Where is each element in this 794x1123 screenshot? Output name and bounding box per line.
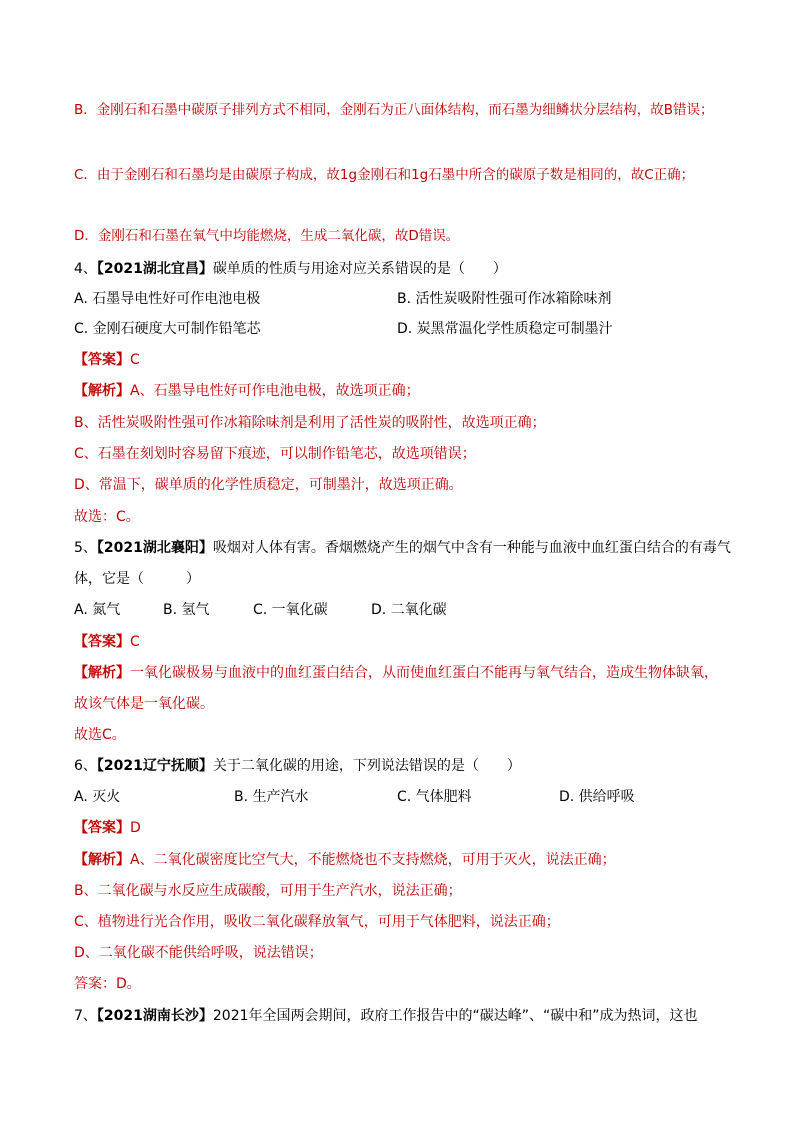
analysis-text: A、二氧化碳密度比空气大，不能燃烧也不支持燃烧，可用于灭火，说法正确；: [130, 852, 616, 868]
q6-option-d: D. 供给呼吸: [559, 789, 635, 805]
question-source: 【2021湖北襄阳】: [96, 540, 213, 556]
question-6-stem: [74, 756, 521, 776]
question-5-stem-cont: 体，它是（ ）: [74, 571, 200, 587]
q6-analysis-a: [74, 850, 616, 870]
question-text: 2021年全国两会期间，政府工作报告中的“碳达峰”、“碳中和”成为热词，这也: [212, 1008, 698, 1024]
analysis-text: A、石墨导电性好可作电池电极，故选项正确；: [130, 383, 420, 399]
q4-option-d: D. 炭黑常温化学性质稳定可制墨汁: [397, 321, 613, 337]
analysis-tag: 【解析】: [74, 383, 130, 399]
answer-tag: 【答案】: [74, 634, 130, 650]
question-number: 4、: [74, 261, 97, 277]
q6-option-b: B. 生产汽水: [234, 789, 309, 805]
q4-analysis-b: B、活性炭吸附性强可作冰箱除味剂是利用了活性炭的吸附性，故选项正确；: [74, 415, 546, 431]
q5-option-b: B. 氢气: [163, 602, 210, 618]
q5-option-c: C. 一氧化碳: [253, 602, 328, 618]
q6-analysis-c: C、植物进行光合作用，吸收二氧化碳释放氧气，可用于气体肥料，说法正确；: [74, 914, 560, 930]
q4-option-b: B. 活性炭吸附性强可作冰箱除味剂: [397, 291, 612, 307]
question-5-stem: [74, 538, 731, 558]
analysis-text: 一氧化碳极易与血液中的血红蛋白结合，从而使血红蛋白不能再与氧气结合，造成生物体缺氧，: [130, 665, 718, 681]
q4-analysis-d: D、常温下，碳单质的化学性质稳定，可制墨汁，故选项正确。: [74, 477, 463, 493]
question-source: 【2021辽宁抚顺】: [96, 758, 213, 774]
q5-analysis: [74, 663, 718, 683]
q4-option-c: C. 金刚石硬度大可制作铅笔芯: [74, 321, 261, 337]
q4-analysis-c: C、石墨在刻划时容易留下痕迹，可以制作铅笔芯，故选项错误；: [74, 446, 476, 462]
q5-option-a: A. 氮气: [74, 602, 121, 618]
question-number: 5、: [74, 540, 97, 556]
analysis-tag: 【解析】: [74, 852, 130, 868]
answer-tag: 【答案】: [74, 352, 130, 368]
q5-conclusion: 故选C。: [74, 727, 126, 743]
q4-option-a: A. 石墨导电性好可作电池电极: [74, 291, 261, 307]
q5-option-d: D. 二氧化碳: [371, 602, 447, 618]
q6-option-c: C. 气体肥料: [397, 789, 472, 805]
question-text: 吸烟对人体有害。香烟燃烧产生的烟气中含有一种能与血液中血红蛋白结合的有毒气: [212, 540, 731, 556]
answer-value: D: [130, 820, 141, 836]
q6-conclusion: 答案：D。: [74, 976, 141, 992]
question-text: 关于二氧化碳的用途，下列说法错误的是（ ）: [212, 758, 521, 774]
question-number: 7、: [74, 1008, 97, 1024]
question-source: 【2021湖北宜昌】: [96, 261, 213, 277]
explanation-line-c: C．由于金刚石和石墨均是由碳原子构成，故1g金刚石和1g石墨中所含的碳原子数是相同的，故C正确；: [74, 167, 695, 183]
answer-value: C: [130, 634, 140, 650]
q6-analysis-b: B、二氧化碳与水反应生成碳酸，可用于生产汽水，说法正确；: [74, 883, 462, 899]
question-7-stem: [74, 1006, 698, 1026]
answer-tag: 【答案】: [74, 820, 130, 836]
q5-analysis-cont: 故该气体是一氧化碳。: [74, 696, 214, 712]
question-number: 6、: [74, 758, 97, 774]
question-source: 【2021湖南长沙】: [96, 1008, 213, 1024]
q6-answer: [74, 818, 141, 838]
explanation-line-d: D．金刚石和石墨在氧气中均能燃烧，生成二氧化碳，故D错误。: [74, 228, 460, 244]
q4-answer: [74, 350, 140, 370]
question-text: 碳单质的性质与用途对应关系错误的是（ ）: [212, 261, 507, 277]
q4-conclusion: 故选：C。: [74, 509, 140, 525]
q5-answer: [74, 632, 140, 652]
question-4-stem: [74, 259, 507, 279]
explanation-line-b: B．金刚石和石墨中碳原子排列方式不相同，金刚石为正八面体结构，而石墨为细鳞状分层结构，故B错误；: [74, 102, 714, 118]
q6-option-a: A. 灭火: [74, 789, 121, 805]
q6-analysis-d: D、二氧化碳不能供给呼吸，说法错误；: [74, 945, 323, 961]
q4-analysis-a: [74, 381, 420, 401]
analysis-tag: 【解析】: [74, 665, 130, 681]
answer-value: C: [130, 352, 140, 368]
